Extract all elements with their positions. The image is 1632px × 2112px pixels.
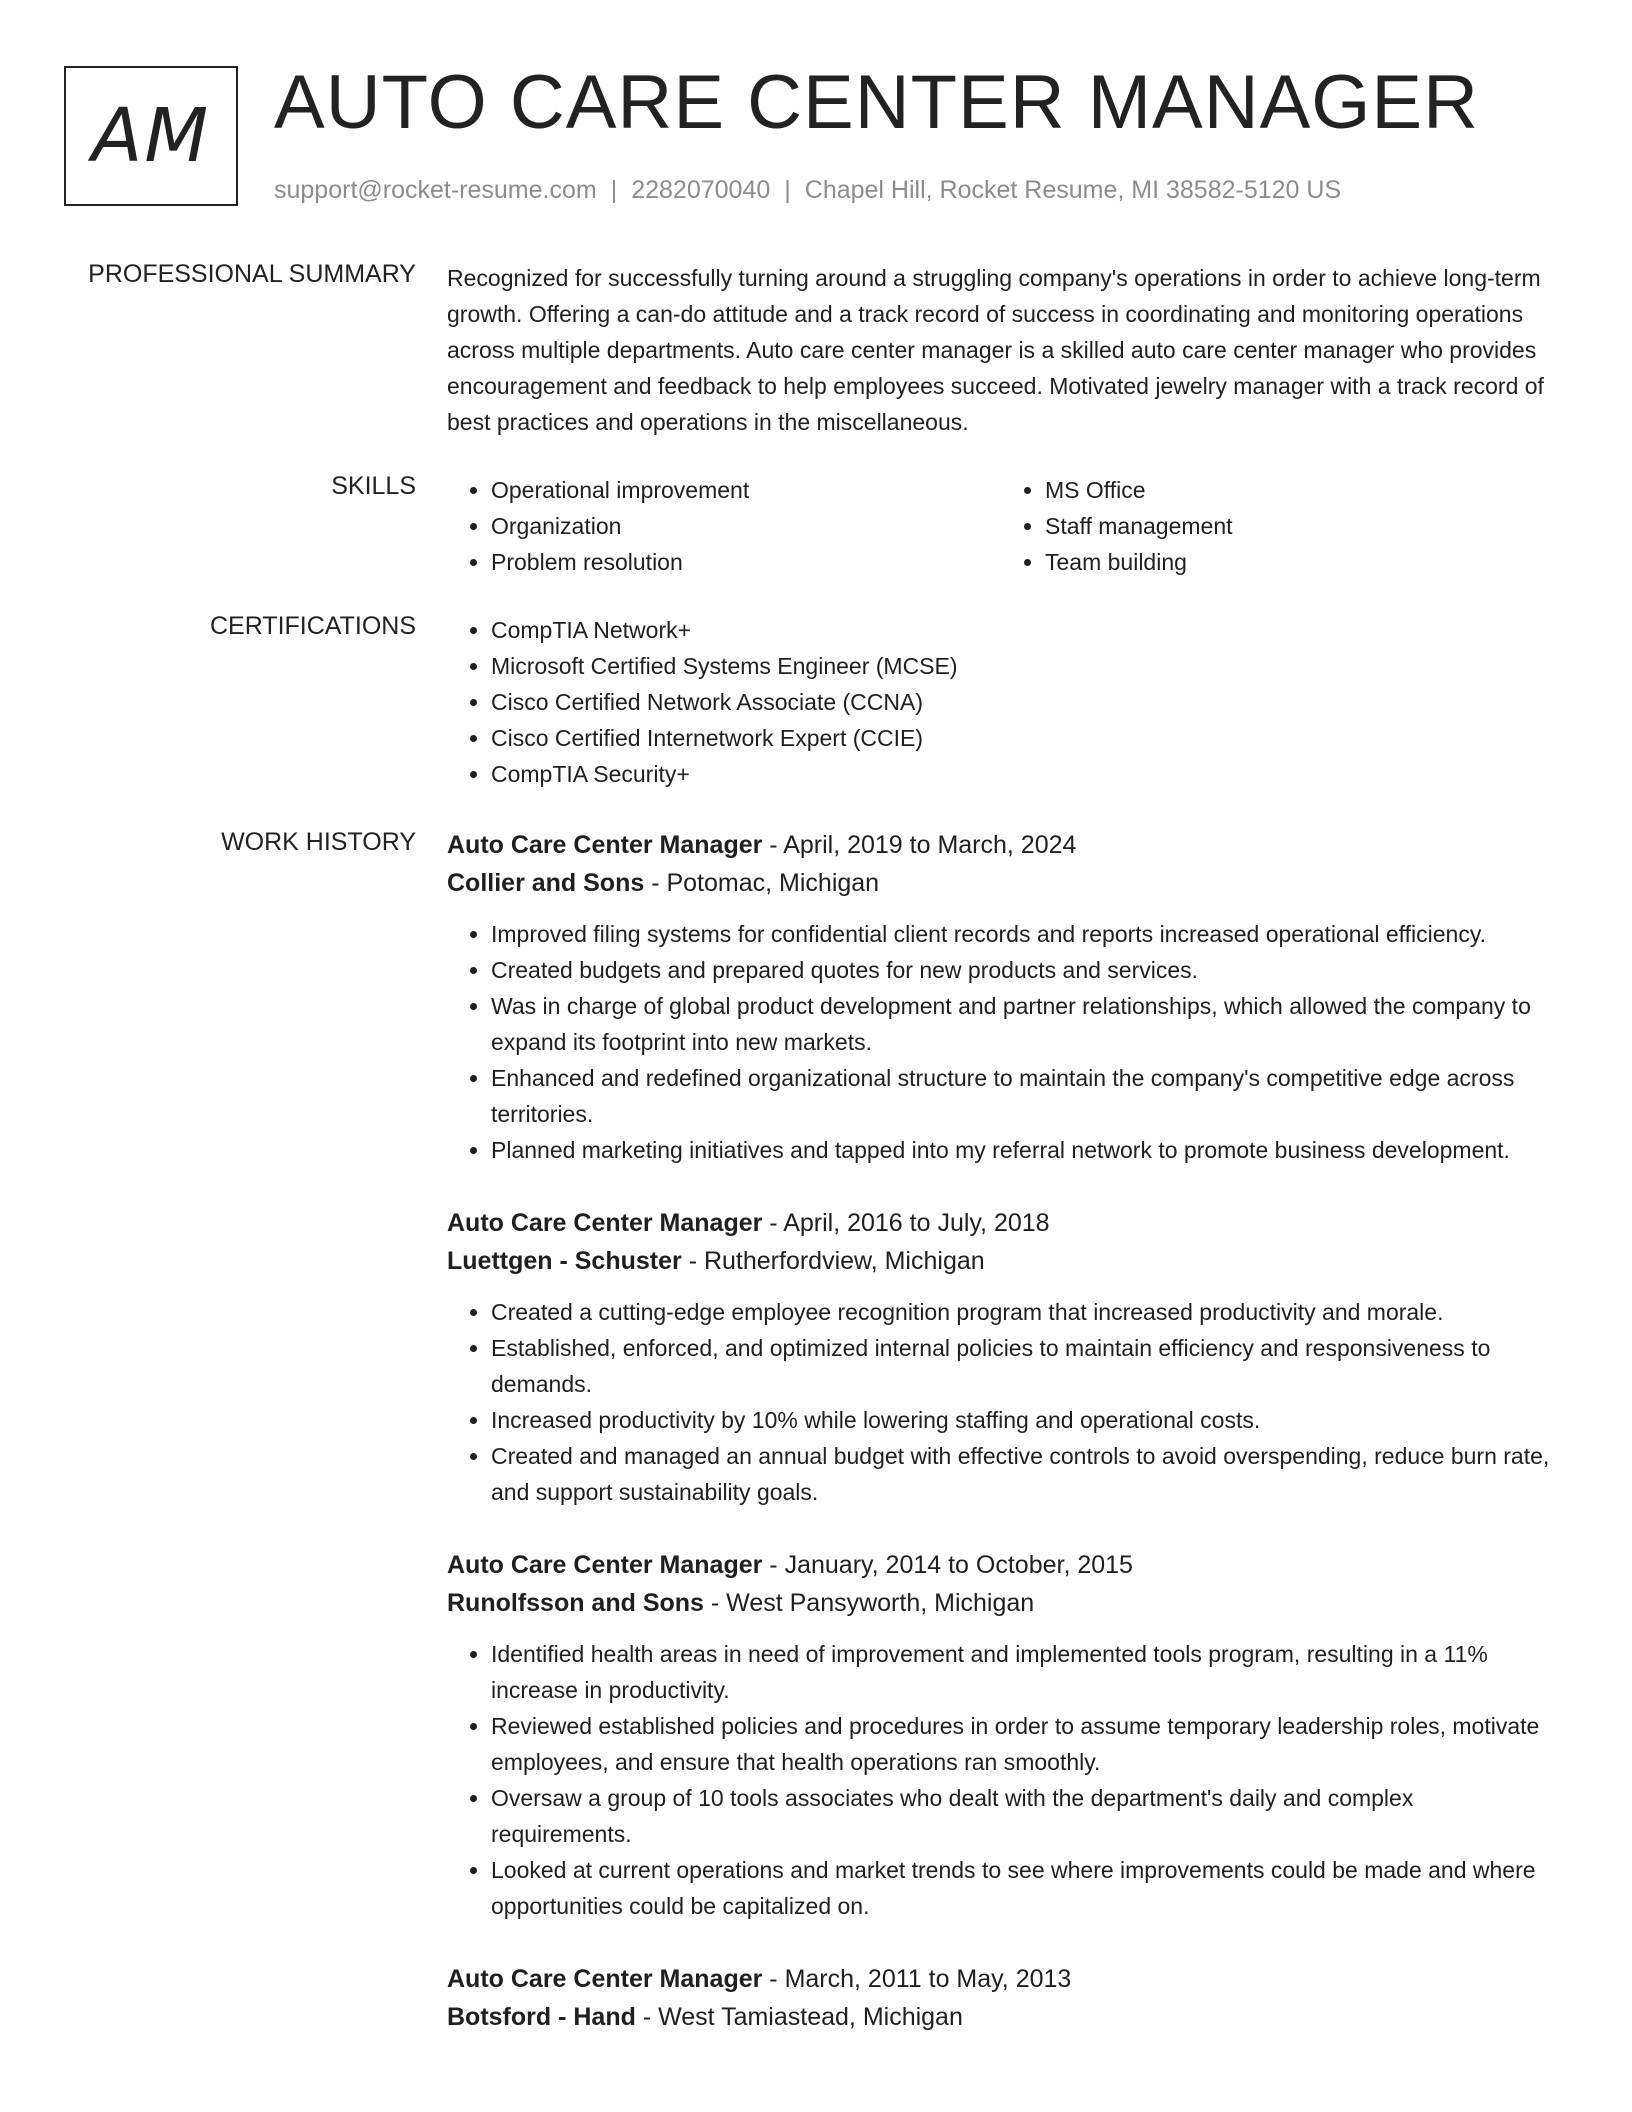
- summary-content: [447, 260, 1555, 440]
- job-dates: - April, 2016 to July, 2018: [762, 1209, 1050, 1237]
- resume-title: AUTO CARE CENTER MANAGER: [274, 60, 1479, 145]
- contact-email: support@rocket-resume.com: [274, 176, 597, 204]
- job-bullet: • Oversaw a group of 10 tools associates who dealt with the department's daily and complex requirements.: [491, 1780, 1555, 1852]
- contact-address: Chapel Hill, Rocket Resume, MI 38582-5120 US: [804, 176, 1342, 204]
- job-bullet: • Created budgets and prepared quotes for new products and services.: [491, 952, 1555, 988]
- job-bullet: • Reviewed established policies and procedures in order to assume temporary leadership roles, motivate employees, and ensure that health operations ran smoothly.: [491, 1708, 1555, 1780]
- skills-list-right: [1001, 472, 1555, 580]
- job-entry: [447, 1960, 1555, 2036]
- job-dates: - January, 2014 to October, 2015: [762, 1551, 1133, 1579]
- summary-label: PROFESSIONAL SUMMARY: [88, 260, 416, 288]
- job-entry: [447, 826, 1555, 1168]
- job-bullet: • Created a cutting-edge employee recognition program that increased productivity and morale.: [491, 1294, 1555, 1330]
- skill-item: • Operational improvement: [491, 472, 1001, 508]
- job-title: Auto Care Center Manager: [447, 831, 763, 859]
- skill-item: • Staff management: [1045, 508, 1555, 544]
- certifications-content: [447, 612, 1555, 792]
- work-history-content: [447, 826, 1555, 2036]
- skills-list-left: [447, 472, 1001, 580]
- skills-label: SKILLS: [331, 472, 416, 500]
- certifications-label: CERTIFICATIONS: [209, 612, 416, 640]
- certification-item: • Microsoft Certified Systems Engineer (MCSE): [491, 648, 1555, 684]
- contact-phone: 2282070040: [631, 176, 771, 204]
- contact-separator: |: [610, 176, 618, 204]
- job-bullets: [447, 1636, 1555, 1924]
- skill-item: • MS Office: [1045, 472, 1555, 508]
- job-dates: - March, 2011 to May, 2013: [762, 1965, 1072, 1993]
- job-dates: - April, 2019 to March, 2024: [762, 831, 1077, 859]
- job-company: Collier and Sons: [447, 869, 645, 897]
- job-company-line: [447, 1998, 1555, 2036]
- job-entry: [447, 1546, 1555, 1924]
- job-location: - West Pansyworth, Michigan: [703, 1589, 1035, 1617]
- job-location: - Rutherfordview, Michigan: [681, 1247, 985, 1275]
- job-title-line: [447, 1546, 1555, 1584]
- job-title-line: [447, 826, 1555, 864]
- job-bullet: • Enhanced and redefined organizational structure to maintain the company's competitive edge across territories.: [491, 1060, 1555, 1132]
- certifications-list: [447, 612, 1555, 792]
- contact-separator: |: [784, 176, 791, 204]
- skill-item: • Problem resolution: [491, 544, 1001, 580]
- job-company: Botsford - Hand: [447, 2003, 636, 2031]
- job-bullet: • Looked at current operations and market trends to see where improvements could be made and where opportunities could be capitalized on.: [491, 1852, 1555, 1924]
- job-company: Runolfsson and Sons: [447, 1589, 704, 1617]
- job-bullet: • Was in charge of global product development and partner relationships, which allowed the company to expand its footprint into new markets.: [491, 988, 1555, 1060]
- job-title: Auto Care Center Manager: [447, 1551, 763, 1579]
- job-company-line: [447, 1584, 1555, 1622]
- job-bullets: [447, 916, 1555, 1168]
- work-history-label: WORK HISTORY: [221, 828, 416, 856]
- monogram-initials: AM: [91, 93, 211, 179]
- job-bullet: • Established, enforced, and optimized internal policies to maintain efficiency and responsiveness to demands.: [491, 1330, 1555, 1402]
- certification-item: • Cisco Certified Network Associate (CCNA): [491, 684, 1555, 720]
- monogram-box: [64, 66, 238, 206]
- skill-item: • Team building: [1045, 544, 1555, 580]
- skill-item: • Organization: [491, 508, 1001, 544]
- job-company-line: [447, 1242, 1555, 1280]
- skills-grid: [447, 472, 1555, 580]
- job-title: Auto Care Center Manager: [447, 1965, 763, 1993]
- job-location: - Potomac, Michigan: [644, 869, 880, 897]
- summary-text: Recognized for successfully turning around a struggling company's operations in order to achieve long-term growth. Offering a can-do attitude and a track record of success in coordinating and monitoring operations across multiple departments. Auto care center manager is a skilled auto care center manager who provides encouragement and feedback to help employees succeed. Motivated jewelry manager with a track record of best practices and operations in the miscellaneous.: [447, 265, 1544, 435]
- certification-item: • CompTIA Network+: [491, 612, 1555, 648]
- job-bullet: • Improved filing systems for confidential client records and reports increased operational efficiency.: [491, 916, 1555, 952]
- job-bullet: • Increased productivity by 10% while lowering staffing and operational costs.: [491, 1402, 1555, 1438]
- job-bullet: • Created and managed an annual budget with effective controls to avoid overspending, reduce burn rate, and support sustainability goals.: [491, 1438, 1555, 1510]
- certification-item: • CompTIA Security+: [491, 756, 1555, 792]
- job-title-line: [447, 1960, 1555, 1998]
- job-company: Luettgen - Schuster: [447, 1247, 682, 1275]
- job-entry: [447, 1204, 1555, 1510]
- job-company-line: [447, 864, 1555, 902]
- job-location: - West Tamiastead, Michigan: [635, 2003, 963, 2031]
- job-bullets: [447, 1294, 1555, 1510]
- job-title: Auto Care Center Manager: [447, 1209, 763, 1237]
- certification-item: • Cisco Certified Internetwork Expert (CCIE): [491, 720, 1555, 756]
- job-title-line: [447, 1204, 1555, 1242]
- job-bullet: • Identified health areas in need of improvement and implemented tools program, resulting in a 11% increase in productivity.: [491, 1636, 1555, 1708]
- contact-line: [274, 176, 1341, 205]
- job-bullet: • Planned marketing initiatives and tapped into my referral network to promote business development.: [491, 1132, 1555, 1168]
